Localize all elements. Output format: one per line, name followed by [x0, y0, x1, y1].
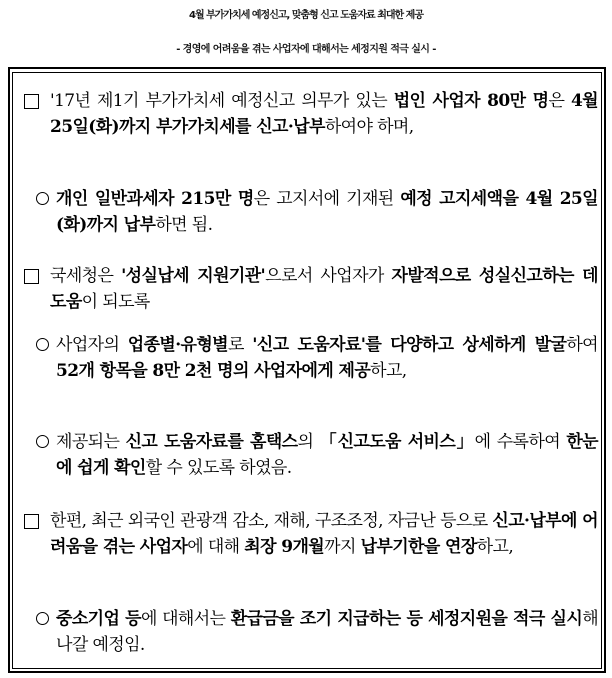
text-run-bold: 최장 9개월 [244, 537, 325, 557]
subsection-paragraph [56, 332, 598, 384]
subsection-paragraph [56, 606, 598, 658]
section-paragraph [50, 508, 598, 560]
checkbox-bullet-icon [24, 94, 39, 109]
text-run: 까지 [324, 537, 361, 557]
text-run: 의 [297, 432, 320, 452]
circle-bullet-icon [36, 338, 49, 351]
text-run-bold: 4월 25일(화)까지 부가가치세를 신고·납부 [50, 91, 598, 137]
text-run: 사업자의 [56, 335, 128, 355]
page-subtitle: - 경영에 어려움을 겪는 사업자에 대해서는 세정지원 적극 실시 - [176, 44, 436, 55]
text-run: 하고, [476, 537, 514, 557]
text-run-bold: 환급금을 조기 지급하는 등 세정지원을 적극 실시 [230, 609, 583, 629]
circle-bullet-icon [36, 435, 49, 448]
subsection-paragraph [56, 186, 598, 238]
text-run: 로 [228, 335, 253, 355]
text-run: 은 [548, 91, 571, 111]
text-run-bold: 신고 도움자료를 홈택스 [125, 432, 298, 452]
subsection-paragraph [56, 429, 598, 481]
text-run: 하여야 하며, [324, 117, 414, 137]
text-run-bold: 중소기업 등 [56, 609, 141, 629]
text-run-bold: 한눈에 쉽게 확인 [56, 432, 598, 478]
text-run: 국세청은 [50, 266, 122, 286]
text-run: 하고, [370, 361, 407, 381]
text-run: 하여 [566, 335, 598, 355]
text-run-bold: 납부기한을 연장 [360, 537, 477, 557]
text-run: 할 수 있도록 하였음. [145, 458, 292, 478]
text-run-bold: 「신고도움 서비스」 [319, 432, 475, 452]
text-run-bold: 예정 고지세액을 4월 25일(화)까지 납부 [56, 189, 598, 235]
section-paragraph [50, 88, 598, 140]
circle-bullet-icon [36, 192, 49, 205]
text-run: 해 나갈 예정임. [56, 609, 599, 655]
text-run-bold: 법인 사업자 80만 명 [393, 91, 549, 111]
text-run: 에 대해 [187, 537, 245, 557]
text-run-bold: 개인 일반과세자 215만 명 [56, 189, 254, 209]
checkbox-bullet-icon [24, 269, 39, 284]
text-run: 에 수록하여 [474, 432, 567, 452]
section-paragraph [50, 263, 598, 315]
text-run-bold: 신고·납부에 어려움을 겪는 사업자 [50, 511, 598, 557]
text-run-bold: 자발적으로 성실신고하는 데 도움 [50, 266, 598, 312]
text-run-bold: '신고 도움자료'를 다양하고 상세하게 발굴 [252, 335, 567, 355]
text-run: 은 고지서에 기재된 [253, 189, 401, 209]
text-run: 이 되도록 [81, 292, 150, 312]
checkbox-bullet-icon [24, 514, 39, 529]
text-run-bold: 52개 항목을 8만 2천 명의 사업자에게 제공 [56, 361, 371, 381]
page-title: 4월 부가가치세 예정신고, 맞춤형 신고 도움자료 최대한 제공 [189, 10, 423, 21]
text-run: 제공되는 [56, 432, 126, 452]
text-run: 한편, 최근 외국인 관광객 감소, 재해, 구조조정, 자금난 등으로 [50, 511, 493, 531]
text-run: 하면 됨. [155, 215, 213, 235]
circle-bullet-icon [36, 612, 49, 625]
text-run: '17년 제1기 부가가치세 예정신고 의무가 있는 [50, 91, 394, 111]
text-run: 으로서 사업자가 [265, 266, 392, 286]
text-run-bold: '성실납세 지원기관' [121, 266, 266, 286]
text-run-bold: 업종별·유형별 [127, 335, 229, 355]
text-run: 에 대해서는 [140, 609, 231, 629]
